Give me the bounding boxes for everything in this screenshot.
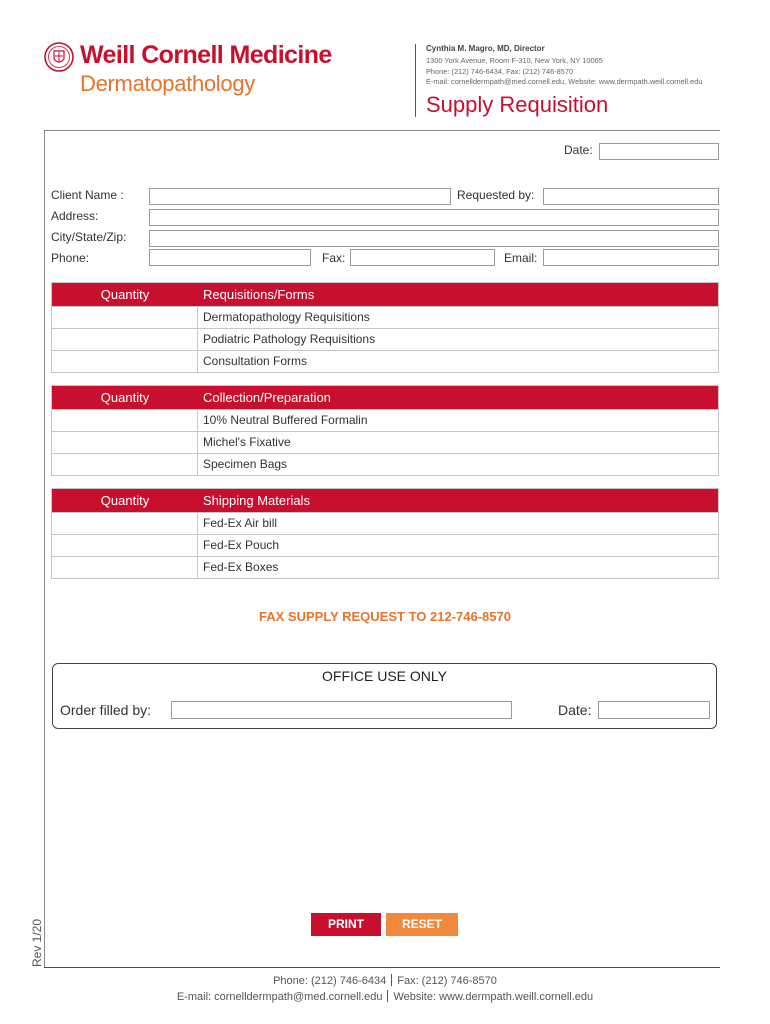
quantity-input[interactable] [52, 351, 198, 372]
address-field[interactable] [149, 209, 719, 226]
city-state-zip-label: City/State/Zip: [51, 230, 127, 244]
order-filled-label: Order filled by: [60, 702, 152, 718]
item-label: Specimen Bags [203, 457, 288, 471]
quantity-input[interactable] [52, 454, 198, 475]
footer-fax: Fax: (212) 746-8570 [397, 975, 497, 987]
table-row [52, 350, 718, 372]
footer-contact-line [0, 974, 770, 987]
fax-instruction: FAX SUPPLY REQUEST TO 212-746-8570 [259, 609, 511, 624]
office-use-title: OFFICE USE ONLY [322, 668, 447, 684]
footer-separator [391, 974, 392, 986]
table-header [52, 386, 718, 409]
collection-preparation-table [51, 385, 719, 476]
director-address: 1300 York Avenue, Room F-310, New York, NY 10065 [426, 56, 603, 65]
quantity-input[interactable] [52, 307, 198, 328]
order-filled-field[interactable] [171, 701, 512, 719]
phone-field[interactable] [149, 249, 311, 266]
client-name-label: Client Name : [51, 188, 124, 202]
director-phone-fax: Phone: (212) 746-6434, Fax: (212) 746-8570 [426, 67, 574, 76]
client-name-field[interactable] [149, 188, 451, 205]
table-row [52, 556, 718, 578]
item-label: Consultation Forms [203, 354, 308, 368]
phone-label: Phone: [51, 251, 90, 265]
quantity-input[interactable] [52, 513, 198, 534]
table-row [52, 534, 718, 556]
left-margin-rule [44, 130, 45, 968]
table-header [52, 489, 718, 512]
requested-by-label: Requested by: [457, 188, 535, 202]
date-label: Date: [564, 143, 593, 157]
footer-separator [387, 990, 388, 1002]
brand-department: Dermatopathology [80, 71, 255, 96]
header-divider [415, 44, 416, 117]
table-row [52, 328, 718, 350]
director-email-web: E-mail: cornelldermpath@med.cornell.edu, Website: www.dermpath.weill.cornell.edu [426, 77, 703, 86]
item-label: Fed-Ex Boxes [203, 560, 279, 574]
footer-website: Website: www.dermpath.weill.cornell.edu [393, 991, 594, 1003]
fax-label: Fax: [322, 251, 346, 265]
page-title: Supply Requisition [426, 92, 609, 117]
item-label: Fed-Ex Air bill [203, 516, 278, 530]
item-label: Podiatric Pathology Requisitions [203, 332, 376, 346]
date-field[interactable] [599, 143, 719, 160]
table-row [52, 453, 718, 475]
table-row [52, 431, 718, 453]
category-header: Requisitions/Forms [203, 287, 315, 302]
table-row [52, 409, 718, 431]
requisitions-forms-table [51, 282, 719, 373]
quantity-input[interactable] [52, 535, 198, 556]
table-row [52, 306, 718, 328]
footer-web-line [0, 990, 770, 1003]
seal-logo-icon [44, 42, 74, 72]
table-row [52, 512, 718, 534]
item-label: Fed-Ex Pouch [203, 538, 280, 552]
footer-phone: Phone: (212) 746-6434 [273, 975, 387, 987]
header-rule [44, 130, 720, 131]
address-label: Address: [51, 209, 99, 223]
quantity-header: Quantity [100, 390, 150, 405]
item-label: Michel's Fixative [203, 435, 291, 449]
table-header [52, 283, 718, 306]
category-header: Collection/Preparation [203, 390, 331, 405]
requested-by-field[interactable] [543, 188, 719, 205]
office-date-field[interactable] [598, 701, 710, 719]
quantity-input[interactable] [52, 410, 198, 431]
director-name: Cynthia M. Magro, MD, Director [426, 44, 545, 53]
quantity-header: Quantity [100, 287, 150, 302]
quantity-input[interactable] [52, 557, 198, 578]
brand-name: Weill Cornell Medicine [80, 41, 332, 69]
revision-label: Rev 1/20 [30, 918, 44, 968]
category-header: Shipping Materials [203, 493, 310, 508]
item-label: 10% Neutral Buffered Formalin [203, 413, 368, 427]
email-field[interactable] [543, 249, 719, 266]
office-date-label: Date: [558, 702, 592, 718]
quantity-input[interactable] [52, 329, 198, 350]
footer-rule [44, 967, 720, 968]
print-button[interactable]: PRINT [311, 913, 381, 936]
footer-email: E-mail: cornelldermpath@med.cornell.edu [176, 991, 383, 1003]
quantity-header: Quantity [100, 493, 150, 508]
city-state-zip-field[interactable] [149, 230, 719, 247]
fax-field[interactable] [350, 249, 495, 266]
item-label: Dermatopathology Requisitions [203, 310, 370, 324]
shipping-materials-table [51, 488, 719, 579]
reset-button[interactable]: RESET [386, 913, 458, 936]
quantity-input[interactable] [52, 432, 198, 453]
email-label: Email: [504, 251, 538, 265]
